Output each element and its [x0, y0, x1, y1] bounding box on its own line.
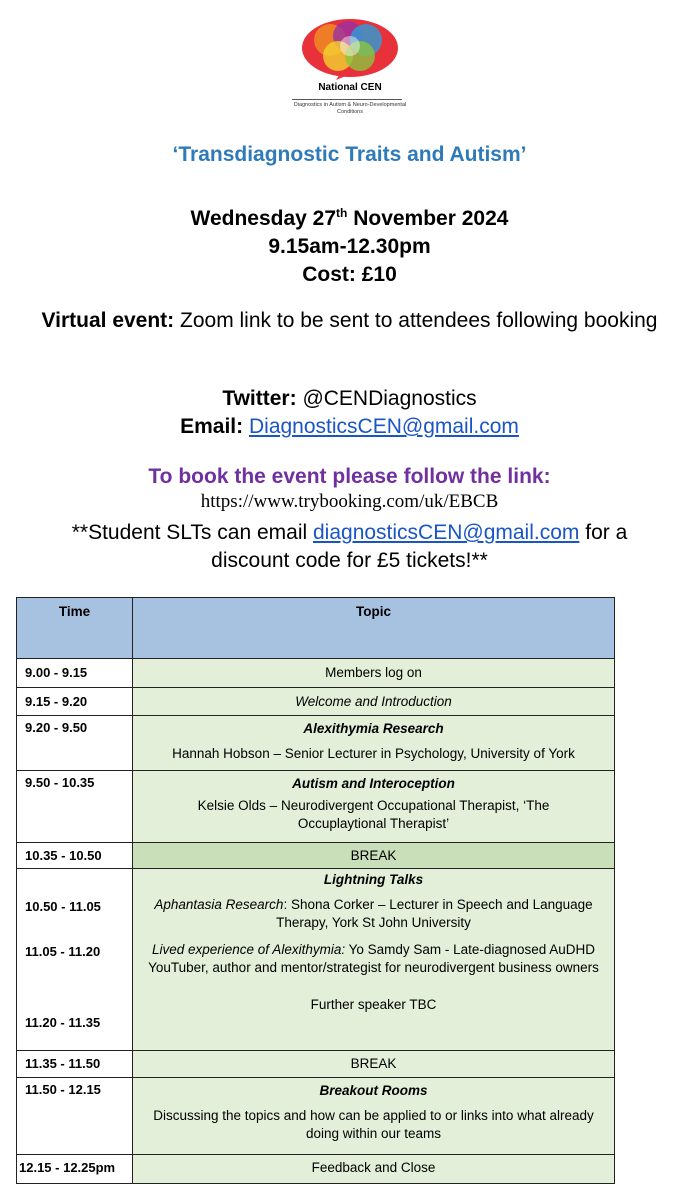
table-row [17, 659, 615, 688]
table-row [17, 716, 615, 771]
virtual-event-info: Virtual event: Zoom link to be sent to attendees following booking [41, 309, 658, 332]
row-topic-cell [133, 716, 615, 771]
row-time: 10.50 - 11.05 [25, 899, 101, 914]
event-date-block [0, 199, 699, 289]
session-speaker: Kelsie Olds – Neurodivergent Occupational Therapist, ‘The Occuplaytional Therapist’ [197, 798, 550, 831]
event-title: ‘Transdiagnostic Traits and Autism’ [172, 143, 527, 166]
table-row [17, 1155, 615, 1184]
student-discount-note: **Student SLTs can email diagnosticsCEN@gmail.com for a discount code for £5 tickets!** [71, 521, 628, 572]
row-topic-cell [133, 771, 615, 843]
event-time: 9.15am-12.30pm [268, 235, 431, 258]
table-header-row [17, 598, 615, 659]
event-cost: Cost: £10 [302, 263, 397, 286]
row-topic: BREAK [133, 843, 615, 869]
row-topic: BREAK [133, 1051, 615, 1078]
table-row [17, 1051, 615, 1078]
brand-name: National CEN [318, 82, 382, 93]
row-time-cell [17, 869, 133, 1051]
session-title: Alexithymia Research [303, 721, 444, 736]
session-speaker: Further speaker TBC [310, 997, 437, 1012]
booking-heading: To book the event please follow the link: [148, 465, 551, 488]
session-speaker: Aphantasia Research: Shona Corker – Lecturer in Speech and Language Therapy, York St John University [154, 897, 593, 930]
row-time: 11.05 - 11.20 [25, 944, 101, 959]
schedule-table [16, 597, 615, 1184]
table-row [17, 1078, 615, 1155]
table-row [17, 771, 615, 843]
contact-info [0, 385, 699, 441]
session-speaker: Discussing the topics and how can be applied to or links into what already doing within our teams [153, 1108, 594, 1141]
row-topic: Feedback and Close [133, 1155, 615, 1184]
row-time: 11.50 - 12.15 [17, 1078, 133, 1155]
event-date: Wednesday 27th November 2024 [190, 206, 509, 230]
booking-url[interactable]: https://www.trybooking.com/uk/EBCB [200, 491, 499, 512]
header-topic: Topic [133, 598, 615, 659]
email-line: Email: DiagnosticsCEN@gmail.com [180, 415, 519, 438]
session-speaker: Lived experience of Alexithymia: Yo Samdy Sam - Late-diagnosed AuDHD YouTuber, author and mentor/strategist for neurodivergent business owners [148, 942, 599, 975]
table-row [17, 688, 615, 716]
session-speaker: Hannah Hobson – Senior Lecturer in Psychology, University of York [172, 746, 575, 761]
student-email-link[interactable]: diagnosticsCEN@gmail.com [312, 521, 580, 544]
session-title: Lightning Talks [323, 872, 424, 887]
twitter-line: Twitter: @CENDiagnostics [222, 387, 477, 410]
header-time: Time [17, 598, 133, 659]
session-title: Autism and Interoception [292, 776, 455, 791]
brand-divider [292, 99, 402, 100]
row-time: 11.35 - 11.50 [17, 1051, 133, 1078]
row-time: 12.15 - 12.25pm [17, 1155, 133, 1184]
table-row [17, 869, 615, 1051]
email-link[interactable]: DiagnosticsCEN@gmail.com [248, 415, 519, 438]
brand-tagline: Diagnostics in Autism & Neuro-Developmental Conditions [293, 102, 407, 115]
row-time: 9.20 - 9.50 [17, 716, 133, 771]
row-topic: Members log on [133, 659, 615, 688]
session-title: Breakout Rooms [319, 1083, 428, 1098]
row-topic: Welcome and Introduction [133, 688, 615, 716]
row-time: 11.20 - 11.35 [25, 1015, 101, 1030]
national-cen-logo [300, 18, 400, 80]
row-topic-cell [133, 1078, 615, 1155]
table-row [17, 843, 615, 869]
row-topic-cell [133, 869, 615, 1051]
row-time: 9.00 - 9.15 [17, 659, 133, 688]
row-time: 9.50 - 10.35 [17, 771, 133, 843]
row-time: 10.35 - 10.50 [17, 843, 133, 869]
row-time: 9.15 - 9.20 [17, 688, 133, 716]
